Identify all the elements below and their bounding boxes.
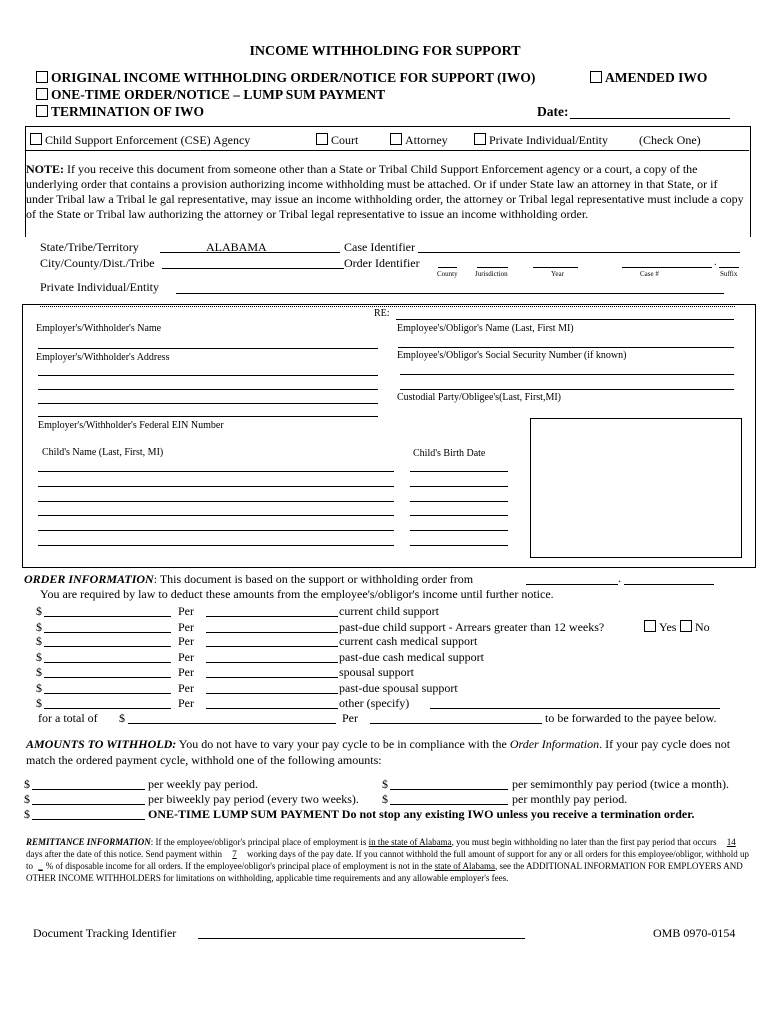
- dotted-rule: [40, 306, 735, 307]
- employer-name-field[interactable]: [38, 348, 378, 349]
- amended-iwo-option[interactable]: AMENDED IWO: [590, 70, 707, 86]
- order-label: Order Identifier: [344, 256, 420, 270]
- private-checkbox[interactable]: [474, 133, 486, 145]
- child-name-label: Child's Name (Last, First, MI): [42, 447, 164, 458]
- year-field[interactable]: [533, 267, 578, 268]
- order-row-period-field[interactable]: [206, 616, 338, 617]
- case-field[interactable]: [418, 252, 740, 253]
- custodial-address-box[interactable]: [530, 418, 742, 558]
- child-birth-line-4[interactable]: [410, 515, 508, 516]
- days-begin-field[interactable]: 14: [726, 837, 736, 847]
- child-name-line-4[interactable]: [38, 515, 394, 516]
- total-label: for a total of: [38, 711, 98, 725]
- order-row-per: Per: [178, 634, 194, 648]
- child-birth-line-2[interactable]: [410, 486, 508, 487]
- order-row-per: Per: [178, 696, 194, 710]
- order-row-label: past-due child support - Arrears greater than 12 weeks?: [339, 620, 605, 634]
- order-row-label: past-due spousal support: [339, 681, 458, 695]
- order-row-label: past-due cash medical support: [339, 650, 484, 664]
- employee-extra-line[interactable]: [400, 389, 734, 390]
- employer-name-label: Employer's/Withholder's Name: [36, 323, 162, 334]
- arrears-no-option[interactable]: No: [680, 620, 710, 635]
- lump-label: ONE-TIME LUMP SUM PAYMENT Do not stop any existing IWO unless you receive a termination order.: [148, 807, 695, 821]
- original-iwo-checkbox[interactable]: [36, 71, 48, 83]
- order-row-period-field[interactable]: [206, 632, 338, 633]
- lump-dollar: $: [24, 807, 30, 821]
- order-row-amount-field[interactable]: [44, 616, 171, 617]
- period-mark: .: [618, 571, 621, 585]
- sub-county: County: [437, 270, 458, 278]
- sub-jurisdiction: Jurisdiction: [475, 270, 508, 278]
- check-one-label: (Check One): [639, 133, 701, 147]
- lump-amount-field[interactable]: [32, 819, 145, 820]
- sender-court[interactable]: Court: [316, 133, 358, 148]
- biweekly-label: per biweekly pay period (every two weeks).: [148, 792, 359, 806]
- order-row-period-field[interactable]: [206, 646, 338, 647]
- attorney-checkbox[interactable]: [390, 133, 402, 145]
- total-amount-field[interactable]: [128, 723, 336, 724]
- remittance-paragraph: REMITTANCE INFORMATION: If the employee/obligor's principal place of employment is in the state of Alabama, you must begin withholding no later than the first pay period that occurs 14 days after the date of this notice. Send payment within 7 working days of the pay date. If you cannot withhold the full amount of support for any or all orders for this employee/obligor, withhold up to _ % of disposable income for all orders. If the employee/obligor's principal place of employment is not in the state of Alabama, see the ADDITIONAL INFORMATION FOR EMPLOYERS AND OTHER INCOME WITHHOLDERS for limitations on withholding, applicable time requirements and any allowable employer's fees.: [26, 837, 749, 883]
- sender-cse[interactable]: Child Support Enforcement (CSE) Agency: [30, 133, 250, 148]
- monthly-label: per monthly pay period.: [512, 792, 628, 806]
- arrears-yes-checkbox[interactable]: [644, 620, 656, 632]
- order-row-label: current cash medical support: [339, 634, 478, 648]
- amounts-paragraph: AMOUNTS TO WITHHOLD: You do not have to vary your pay cycle to be in compliance with the Order Information. If your pay cycle does not match the ordered payment cycle, withhold one of the following amounts:: [26, 737, 731, 767]
- semimonthly-label: per semimonthly pay period (twice a month).: [512, 777, 729, 791]
- sender-private[interactable]: Private Individual/Entity: [474, 133, 608, 148]
- order-info-heading: ORDER INFORMATION: This document is based on the support or withholding order from: [24, 572, 474, 586]
- arrears-yes-option[interactable]: Yes: [644, 620, 676, 635]
- case-label: Case Identifier: [344, 240, 415, 254]
- order-row-per: Per: [178, 681, 194, 695]
- semimonthly-amount-field[interactable]: [390, 789, 508, 790]
- private-entity-field[interactable]: [176, 293, 724, 294]
- dot-separator: .: [714, 257, 717, 268]
- tracking-label: Document Tracking Identifier: [33, 926, 177, 940]
- order-row-dollar: $: [36, 696, 42, 710]
- biweekly-amount-field[interactable]: [32, 804, 145, 805]
- cse-checkbox[interactable]: [30, 133, 42, 145]
- employee-name-label: Employee's/Obligor's Name (Last, First MI): [397, 323, 574, 334]
- state-value: ALABAMA: [206, 240, 267, 254]
- original-iwo-option[interactable]: ORIGINAL INCOME WITHHOLDING ORDER/NOTICE FOR SUPPORT (IWO): [36, 70, 535, 86]
- page-title: INCOME WITHHOLDING FOR SUPPORT: [249, 44, 521, 59]
- other-specify-field[interactable]: [430, 708, 720, 709]
- sub-suffix: Suffix: [720, 270, 738, 278]
- order-row-amount-field[interactable]: [44, 693, 171, 694]
- child-birth-line-5[interactable]: [410, 530, 508, 531]
- order-row-label: spousal support: [339, 665, 414, 679]
- semimonthly-dollar: $: [382, 777, 388, 791]
- order-row-dollar: $: [36, 620, 42, 634]
- order-row-dollar: $: [36, 604, 42, 618]
- order-row-period-field[interactable]: [206, 708, 338, 709]
- order-row-amount-field[interactable]: [44, 662, 171, 663]
- employee-name-field[interactable]: [398, 347, 734, 348]
- employer-ein-label: Employer's/Withholder's Federal EIN Number: [38, 420, 224, 431]
- amended-iwo-checkbox[interactable]: [590, 71, 602, 83]
- weekly-amount-field[interactable]: [32, 789, 145, 790]
- child-birth-line-3[interactable]: [410, 501, 508, 502]
- child-name-line-6[interactable]: [38, 545, 394, 546]
- biweekly-dollar: $: [24, 792, 30, 806]
- weekly-dollar: $: [24, 777, 30, 791]
- order-required-text: You are required by law to deduct these amounts from the employee's/obligor's income until further notice.: [40, 587, 554, 601]
- order-row-label: other (specify): [339, 696, 410, 710]
- monthly-amount-field[interactable]: [390, 804, 508, 805]
- order-row-per: Per: [178, 665, 194, 679]
- employer-address-line-1[interactable]: [38, 375, 378, 376]
- forwarded-text: to be forwarded to the payee below.: [545, 711, 717, 725]
- note-paragraph: NOTE: If you receive this document from someone other than a State or Tribal Child Support Enforcement agency or a court, a copy of the underlying order that contains a provision authorizing income withholding must be attached. Or if under State law an attorney in that State, or if under Tribal law a Tribal le gal representative, may issue an income withholding order, the attorney or Tribal legal representative must include a copy of the State or Tribal law authorizing the attorney or Tribal legal representative to issue an income withholding order.: [26, 162, 744, 221]
- order-row-dollar: $: [36, 681, 42, 695]
- order-row-period-field[interactable]: [206, 677, 338, 678]
- days-send-field[interactable]: 7: [232, 849, 237, 859]
- child-name-line-3[interactable]: [38, 501, 394, 502]
- employer-address-label: Employer's/Withholder's Address: [36, 352, 170, 363]
- city-field[interactable]: [162, 268, 344, 269]
- termination-checkbox[interactable]: [36, 105, 48, 117]
- sender-attorney[interactable]: Attorney: [390, 133, 448, 148]
- order-row-amount-field[interactable]: [44, 708, 171, 709]
- jurisdiction-field[interactable]: [477, 267, 508, 268]
- child-birth-label: Child's Birth Date: [413, 448, 486, 459]
- child-birth-line-1[interactable]: [410, 471, 508, 472]
- order-row-period-field[interactable]: [206, 693, 338, 694]
- city-label: City/County/Dist./Tribe: [40, 256, 155, 270]
- court-checkbox[interactable]: [316, 133, 328, 145]
- one-time-checkbox[interactable]: [36, 88, 48, 100]
- case-num-field[interactable]: [622, 267, 712, 268]
- child-name-line-1[interactable]: [38, 471, 394, 472]
- custodial-label: Custodial Party/Obligee's(Last, First,MI): [397, 392, 562, 403]
- employer-address-line-2[interactable]: [38, 389, 378, 390]
- order-row-per: Per: [178, 650, 194, 664]
- order-row-amount-field[interactable]: [44, 632, 171, 633]
- county-field[interactable]: [438, 267, 457, 268]
- re-label: RE:: [374, 308, 390, 319]
- employer-address-line-4[interactable]: [38, 416, 378, 417]
- private-entity-label: Private Individual/Entity: [40, 280, 159, 294]
- date-label: Date:: [537, 104, 569, 119]
- child-birth-line-6[interactable]: [410, 545, 508, 546]
- order-row-amount-field[interactable]: [44, 646, 171, 647]
- re-field[interactable]: [396, 319, 734, 320]
- order-row-amount-field[interactable]: [44, 677, 171, 678]
- arrears-no-checkbox[interactable]: [680, 620, 692, 632]
- order-row-period-field[interactable]: [206, 662, 338, 663]
- weekly-label: per weekly pay period.: [148, 777, 258, 791]
- order-source-field[interactable]: [624, 584, 714, 585]
- suffix-field[interactable]: [719, 267, 739, 268]
- state-label: State/Tribe/Territory: [40, 240, 139, 254]
- order-row-dollar: $: [36, 634, 42, 648]
- employer-address-line-3[interactable]: [38, 403, 378, 404]
- total-per: Per: [342, 711, 358, 725]
- order-row-dollar: $: [36, 650, 42, 664]
- order-row-per: Per: [178, 620, 194, 634]
- child-name-line-5[interactable]: [38, 530, 394, 531]
- date-field[interactable]: [570, 118, 730, 119]
- employee-ssn-label: Employee's/Obligor's Social Security Number (if known): [397, 350, 627, 361]
- order-row-dollar: $: [36, 665, 42, 679]
- termination-option[interactable]: TERMINATION OF IWO: [36, 104, 204, 120]
- one-time-option[interactable]: ONE-TIME ORDER/NOTICE – LUMP SUM PAYMENT: [36, 87, 385, 103]
- divider: [25, 150, 749, 151]
- monthly-dollar: $: [382, 792, 388, 806]
- omb-number: OMB 0970-0154: [653, 926, 736, 940]
- sub-year: Year: [551, 270, 564, 278]
- child-name-line-2[interactable]: [38, 486, 394, 487]
- employee-ssn-field[interactable]: [400, 374, 734, 375]
- order-row-per: Per: [178, 604, 194, 618]
- total-per-field[interactable]: [370, 723, 542, 724]
- total-dollar: $: [119, 711, 125, 725]
- order-date-field[interactable]: [526, 584, 618, 585]
- tracking-field[interactable]: [198, 938, 525, 939]
- order-row-label: current child support: [339, 604, 439, 618]
- sub-case: Case #: [640, 270, 659, 278]
- percent-field[interactable]: _: [38, 861, 43, 871]
